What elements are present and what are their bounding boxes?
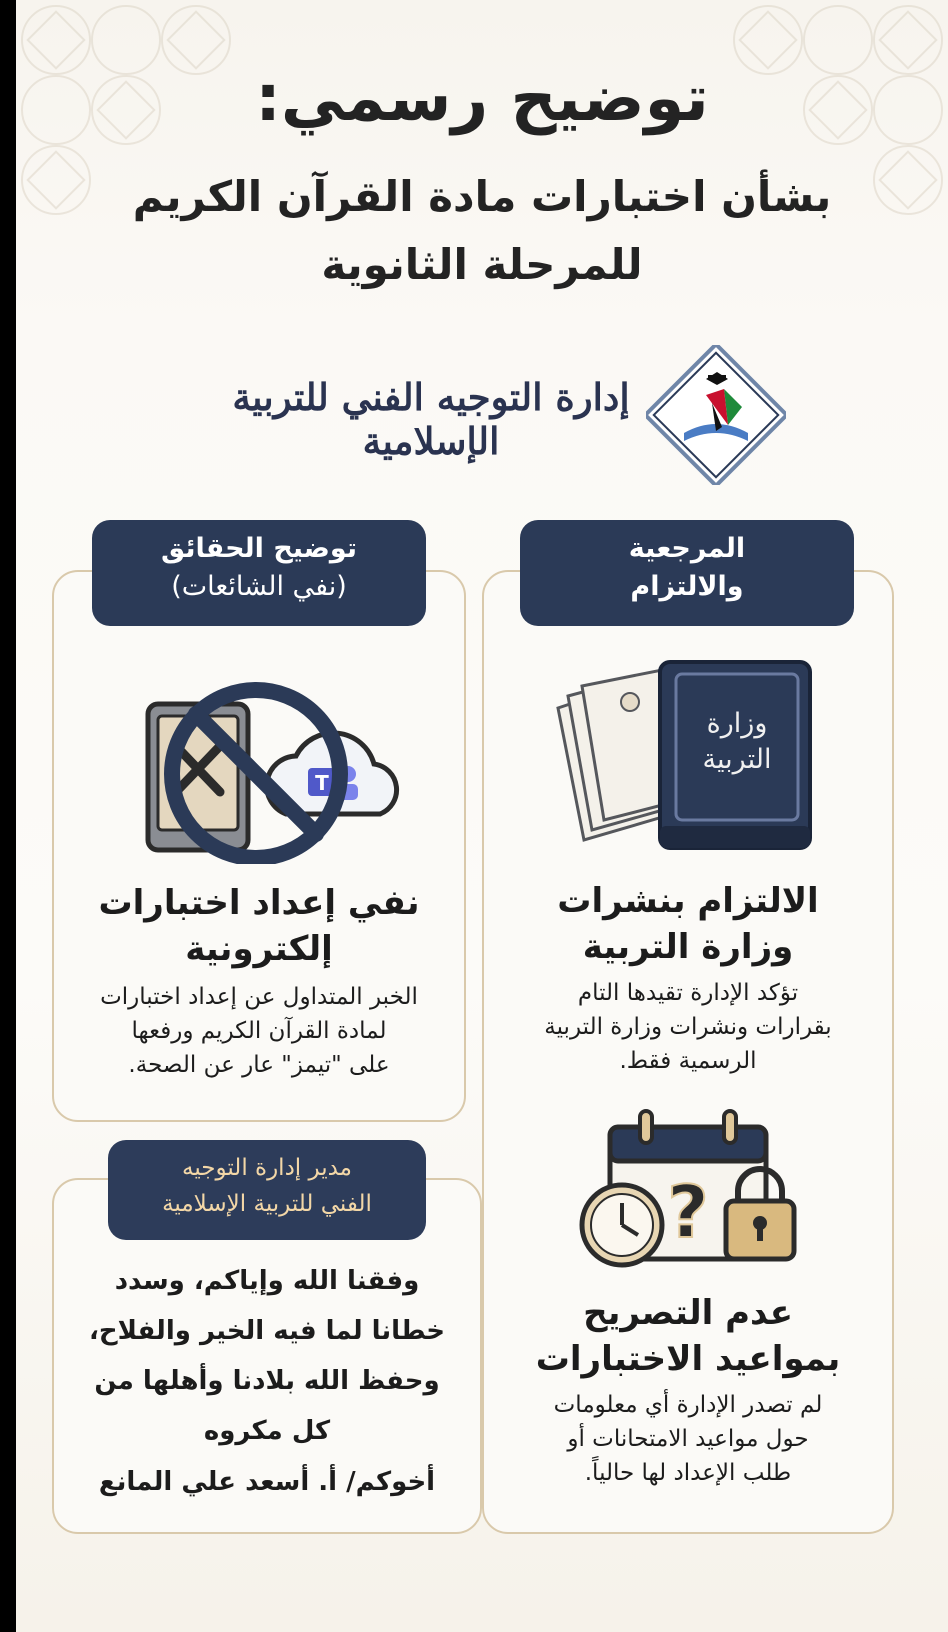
- commitment-heading-line1: الالتزام بنشرات: [557, 881, 819, 921]
- dates-text-line2: حول مواعيد الامتحانات أو: [567, 1426, 809, 1452]
- no-electronic-heading-line2: إلكترونية: [185, 929, 333, 969]
- commitment-card-label: [520, 520, 854, 626]
- signature-label-line1: مدير إدارة التوجيه: [182, 1155, 352, 1181]
- signature-label-line2: الفني للتربية الإسلامية: [162, 1191, 372, 1217]
- signature-card-label: [108, 1140, 426, 1240]
- page-subtitle-line1: بشأن اختبارات مادة القرآن الكريم: [132, 172, 832, 221]
- facts-card-label: [92, 520, 426, 626]
- no-electronic-exams-text: [72, 980, 446, 1082]
- signature-message-line1: وفقنا الله وإياكم، وسدد: [114, 1266, 420, 1296]
- department-emblem-icon: [646, 345, 786, 485]
- facts-label-line2: (نفي الشائعات): [171, 571, 347, 602]
- department-name: إدارة التوجيه الفني للتربية الإسلامية: [232, 375, 630, 463]
- no-electronic-heading-line1: نفي إعداد اختبارات: [98, 883, 420, 923]
- dates-heading: [502, 1290, 874, 1382]
- dates-heading-line2: بمواعيد الاختبارات: [535, 1339, 841, 1379]
- commitment-heading-line2: وزارة التربية: [582, 927, 794, 967]
- no-electronic-exams-heading: [72, 880, 446, 972]
- dates-text-line3: طلب الإعداد لها حالياً.: [584, 1460, 792, 1486]
- svg-text:?: ?: [667, 1170, 709, 1254]
- no-electronic-text-line2: لمادة القرآن الكريم ورفعها: [131, 1018, 387, 1044]
- commitment-text-line3: الرسمية فقط.: [619, 1048, 757, 1074]
- calendar-clock-lock-icon: [576, 1105, 816, 1275]
- signer-name: أخوكم/ أ. أسعد علي المانع: [98, 1467, 436, 1497]
- book-title-line2: التربية: [702, 744, 772, 775]
- book-title-line1: وزارة: [706, 708, 768, 739]
- commitment-text-line2: بقرارات ونشرات وزارة التربية: [544, 1014, 832, 1040]
- dates-text: [502, 1388, 874, 1490]
- dates-heading-line1: عدم التصريح: [583, 1293, 793, 1333]
- page-title: توضيح رسمي:: [255, 62, 709, 136]
- no-electronic-text-line1: الخبر المتداول عن إعداد اختبارات: [100, 984, 418, 1010]
- commitment-text-line1: تؤكد الإدارة تقيدها التام: [577, 980, 799, 1006]
- dates-text-line1: لم تصدر الإدارة أي معلومات: [553, 1392, 823, 1418]
- svg-text:T: T: [315, 771, 329, 795]
- no-electronic-text-line3: على "تيمز" عار عن الصحة.: [128, 1052, 390, 1078]
- ministry-book-icon: [546, 656, 826, 856]
- no-teams-icon: [140, 664, 410, 864]
- signature-message: [72, 1256, 462, 1456]
- commitment-label-line1: المرجعية: [628, 533, 746, 564]
- signature-message-line2: خطانا لما فيه الخير والفلاح،: [88, 1316, 446, 1346]
- facts-label-line1: توضيح الحقائق: [161, 533, 357, 564]
- department-logo: [216, 345, 786, 485]
- page-subtitle-line2: للمرحلة الثانوية: [321, 240, 643, 289]
- infographic-page: [16, 0, 948, 1632]
- signature-message-line3: وحفظ الله بلادنا وأهلها من: [94, 1366, 440, 1396]
- commitment-label-line2: والالتزام: [630, 571, 744, 602]
- commitment-heading: [502, 878, 874, 970]
- commitment-text: [502, 976, 874, 1078]
- signature-message-line4: كل مكروه: [203, 1416, 331, 1446]
